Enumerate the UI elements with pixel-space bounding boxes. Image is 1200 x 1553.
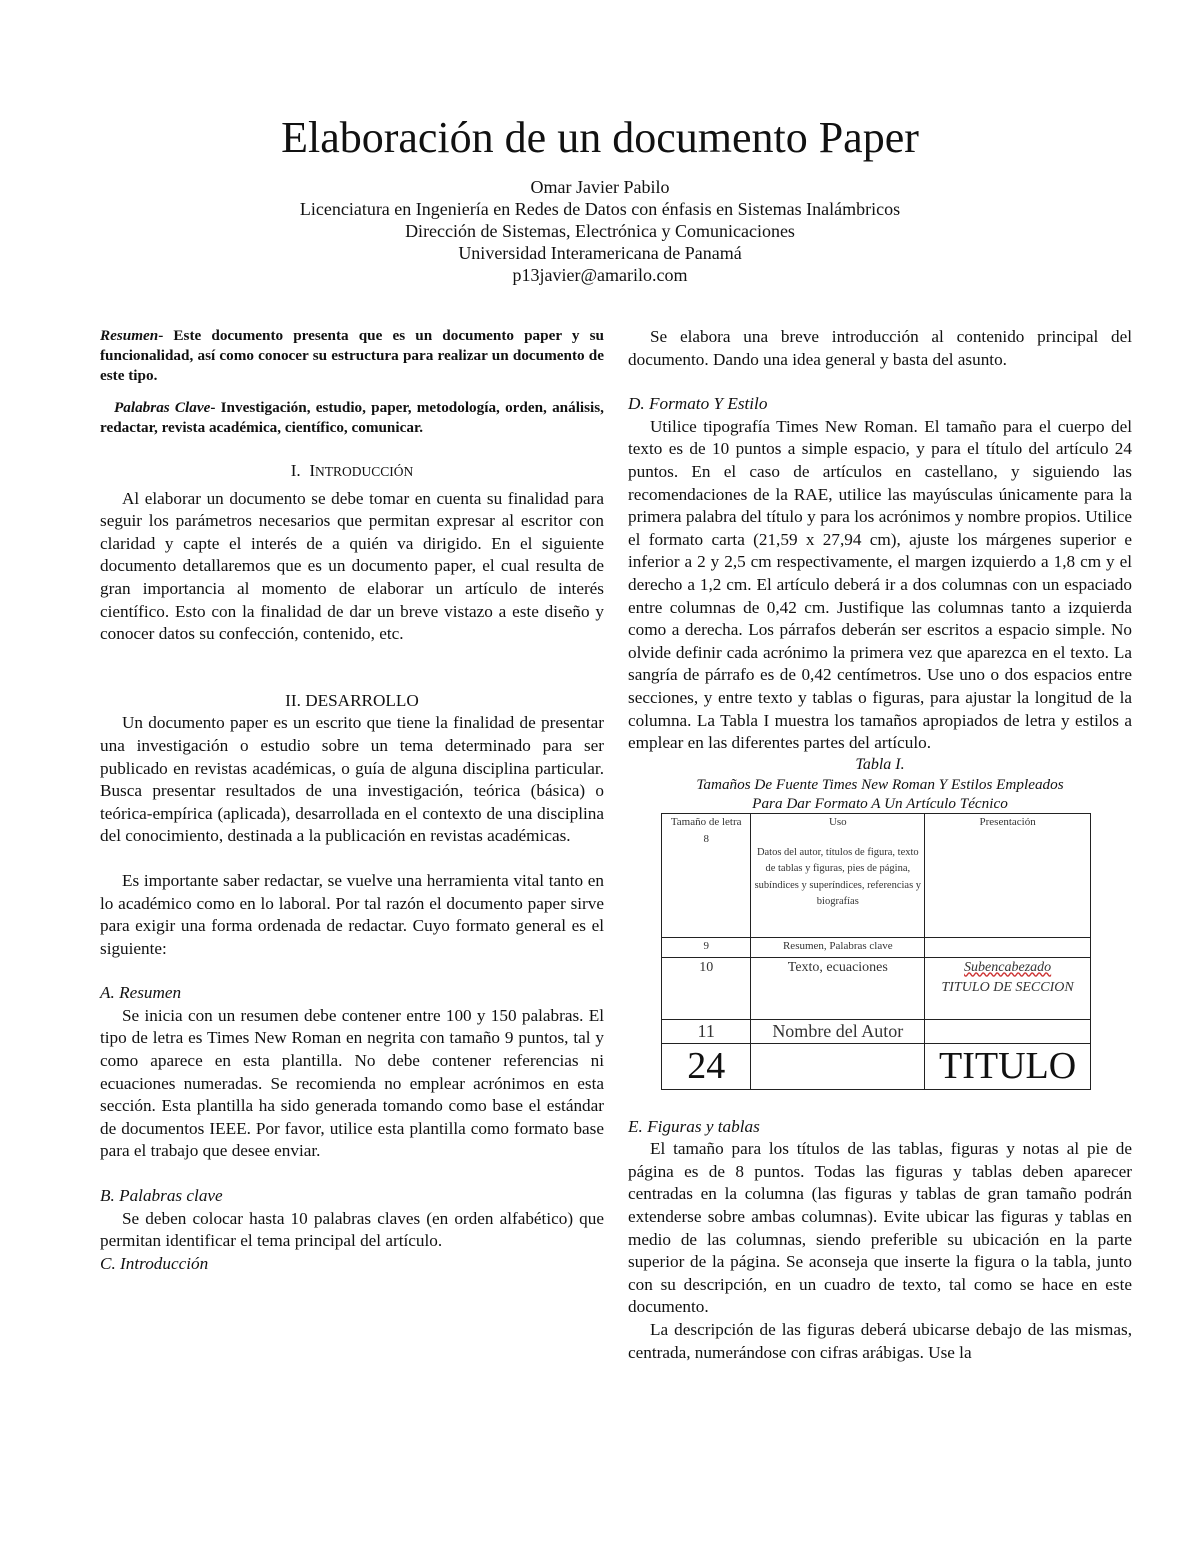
paper-title: Elaboración de un documento Paper <box>281 113 919 162</box>
left-column <box>100 326 604 1275</box>
table-row <box>662 957 1091 1019</box>
table-cell <box>925 813 1091 937</box>
intro-paragraph: Al elaborar un documento se debe tomar en cuenta su finalidad para seguir los parámetros necesarios que permitan expresar al escritor con claridad y capte el interés de a quién va dirigido. En el siguiente documento detallaremos que es un documento paper, el cual resulta de gran importancia al momento de elaborar un artículo de interés científico. Esto con la finalidad de dar un breve vistazo a este diseño y conocer datos su confección, contenido, etc. <box>100 488 604 644</box>
development-paragraph-1: Un documento paper es un escrito que tiene la finalidad de presentar una investigación o estudio sobre un tema determinado para ser publicado en revistas académicas, o guía de alguna disciplina particular. Busca presentar resultados de una investigación, teórica (básica) o teórica-empírica (aplicada), desarrollada en el contexto de una disciplina del conocimiento, destinada a la publicación en revistas académicas. <box>100 713 604 846</box>
table-row <box>662 1019 1091 1043</box>
abstract-text: - Este documento presenta que es un documento paper y su funcionalidad, así como conocer su estructura para realizar un documento de este tipo. <box>100 327 604 384</box>
section-heading-intro <box>100 460 604 484</box>
abstract <box>100 326 604 386</box>
subsection-d-paragraph: Utilice tipografía Times New Roman. El tamaño para el cuerpo del texto es de 10 puntos a simple espacio, y para el título del artículo 24 puntos. En el caso de artículos en castellano, y siguiendo las recomendaciones de la RAE, utilice las mayúsculas únicamente para la primera palabra del título y para los acrónimos y nombre propios. Utilice el formato carta (21,59 x 27,94 cm), ajuste los márgenes superior e inferior a 2 y 2,5 cm respectivamente, el margen izquierdo a 1,8 cm y el derecho a 1,2 cm. El artículo deberá ir a dos columnas con un espaciado entre columnas de 0,42 cm. Justifique las columnas tanto a izquierda como a derecha. Los párrafos deberán ser escritos a espacio simple. No olvide definir cada acrónimo la primera vez que aparezca en el texto. La sangría de párrafo es de 0,42 centímetros. Use uno o dos espacios entre secciones, y entre texto y tablas o figuras, para ajustar la longitud de la columna. La Tabla I muestra los tamaños apropiados de letra y estilos a emplear en las diferentes partes del artículo. <box>628 416 1132 753</box>
table-cell: TITULO <box>925 1043 1091 1089</box>
header-size: Tamaño de letra <box>670 815 742 828</box>
section-heading-development: II. DESARROLLO <box>285 690 419 710</box>
table-cell <box>751 1043 925 1089</box>
table-cell: Texto, ecuaciones <box>751 957 925 1019</box>
font-size-table <box>661 813 1091 1090</box>
intro-heading-rest: NTRODUCCIÓN <box>315 464 414 479</box>
right-column <box>628 326 1132 1364</box>
author-university: Universidad Interamericana de Panamá <box>458 243 742 263</box>
subsection-e-paragraph-1: El tamaño para los títulos de las tablas, figuras y notas al pie de página es de 8 puntos. Todas las figuras y tablas deben aparecer centradas en la columna (las figuras y tablas de gran tamaño podrán extenderse sobre ambas columnas). Evite ubicar las figuras y tablas en medio de las columnas, siendo preferible su ubicación en la parte superior de la página. Se aconseja que inserte la figura o la tabla, junto con su descripción, en un cuadro de texto, tal como se hace en este documento. <box>628 1139 1132 1317</box>
author-email: p13javier@amarilo.com <box>512 265 688 285</box>
intro-first-letter: I <box>309 461 316 480</box>
table-row <box>662 937 1091 957</box>
subsection-a-paragraph: Se inicia con un resumen debe contener entre 100 y 150 palabras. El tipo de letra es Times New Roman en negrita con tamaño 9 puntos, tal y como aparece en esta plantilla. No debe contener referencias ni ecuaciones numeradas. Se recomienda no emplear acrónimos en esta sección. Esta plantilla ha sido generada tomando como base el estándar de documentos IEEE. Por favor, utilice esta plantilla como formato base para el trabajo que desee enviar. <box>100 1005 604 1161</box>
table-row <box>662 813 1091 937</box>
table-cell <box>925 937 1091 957</box>
table-cell <box>925 957 1091 1019</box>
table-cell: 9 <box>662 937 751 957</box>
keywords-text: - Investigación, estudio, paper, metodología, orden, análisis, redactar, revista académica, científico, comunicar. <box>100 399 604 436</box>
author-department: Dirección de Sistemas, Electrónica y Comunicaciones <box>405 221 795 241</box>
table-cell: 24 <box>662 1043 751 1089</box>
row-use: Datos del autor, títulos de figura, texto de tablas y figuras, pies de página, subíndices y superíndices, referencias y biografías <box>754 846 922 908</box>
table-cell: Resumen, Palabras clave <box>751 937 925 957</box>
intro-number: I. <box>290 461 301 480</box>
subsection-heading-c: C. Introducción <box>100 1253 209 1273</box>
subsection-b-paragraph: Se deben colocar hasta 10 palabras claves (en orden alfabético) que permitan identificar el tema principal del artículo. <box>100 1208 604 1251</box>
table-title-line-2: Para Dar Formato A Un Artículo Técnico <box>752 794 1008 812</box>
author-program: Licenciatura en Ingeniería en Redes de Datos con énfasis en Sistemas Inalámbricos <box>299 199 901 219</box>
table-cell: 10 <box>662 957 751 1019</box>
table-cell <box>751 813 925 937</box>
table-title-line-1: Tamaños De Fuente Times New Roman Y Estilos Empleados <box>696 775 1064 793</box>
subsection-heading-b: B. Palabras clave <box>100 1186 223 1206</box>
table-cell: Nombre del Autor <box>751 1019 925 1043</box>
subsection-c-paragraph: Se elabora una breve introducción al contenido principal del documento. Dando una idea general y basta del asunto. <box>628 327 1132 369</box>
author-block <box>0 176 1200 286</box>
table-caption: Tabla I. <box>855 755 905 773</box>
table-cell <box>925 1019 1091 1043</box>
keywords-label: Palabras Clave <box>114 399 211 416</box>
abstract-label: Resumen <box>100 327 159 344</box>
presentation-section-title: TITULO DE SECCION <box>941 979 1074 995</box>
header-use: Uso <box>828 815 847 828</box>
development-paragraph-2: Es importante saber redactar, se vuelve una herramienta vital tanto en lo académico como en lo laboral. Por tal razón el documento paper sirve para exigir una forma ordenada de redactar. Cuyo formato general es el siguiente: <box>100 870 604 958</box>
subsection-heading-e: E. Figuras y tablas <box>628 1116 760 1136</box>
table-cell: 11 <box>662 1019 751 1043</box>
table-cell <box>662 813 751 937</box>
presentation-subheading: Subencabezado <box>964 959 1052 975</box>
header-presentation: Presentación <box>979 815 1036 828</box>
author-name: Omar Javier Pabilo <box>530 177 670 197</box>
subsection-heading-d: D. Formato Y Estilo <box>628 394 768 414</box>
row-size: 8 <box>703 832 709 845</box>
subsection-e-paragraph-2: La descripción de las figuras deberá ubicarse debajo de las mismas, centrada, numerándose con cifras arábigas. Use la <box>628 1320 1132 1362</box>
subsection-heading-a: A. Resumen <box>100 983 182 1003</box>
table-row <box>662 1043 1091 1089</box>
keywords <box>100 398 604 438</box>
